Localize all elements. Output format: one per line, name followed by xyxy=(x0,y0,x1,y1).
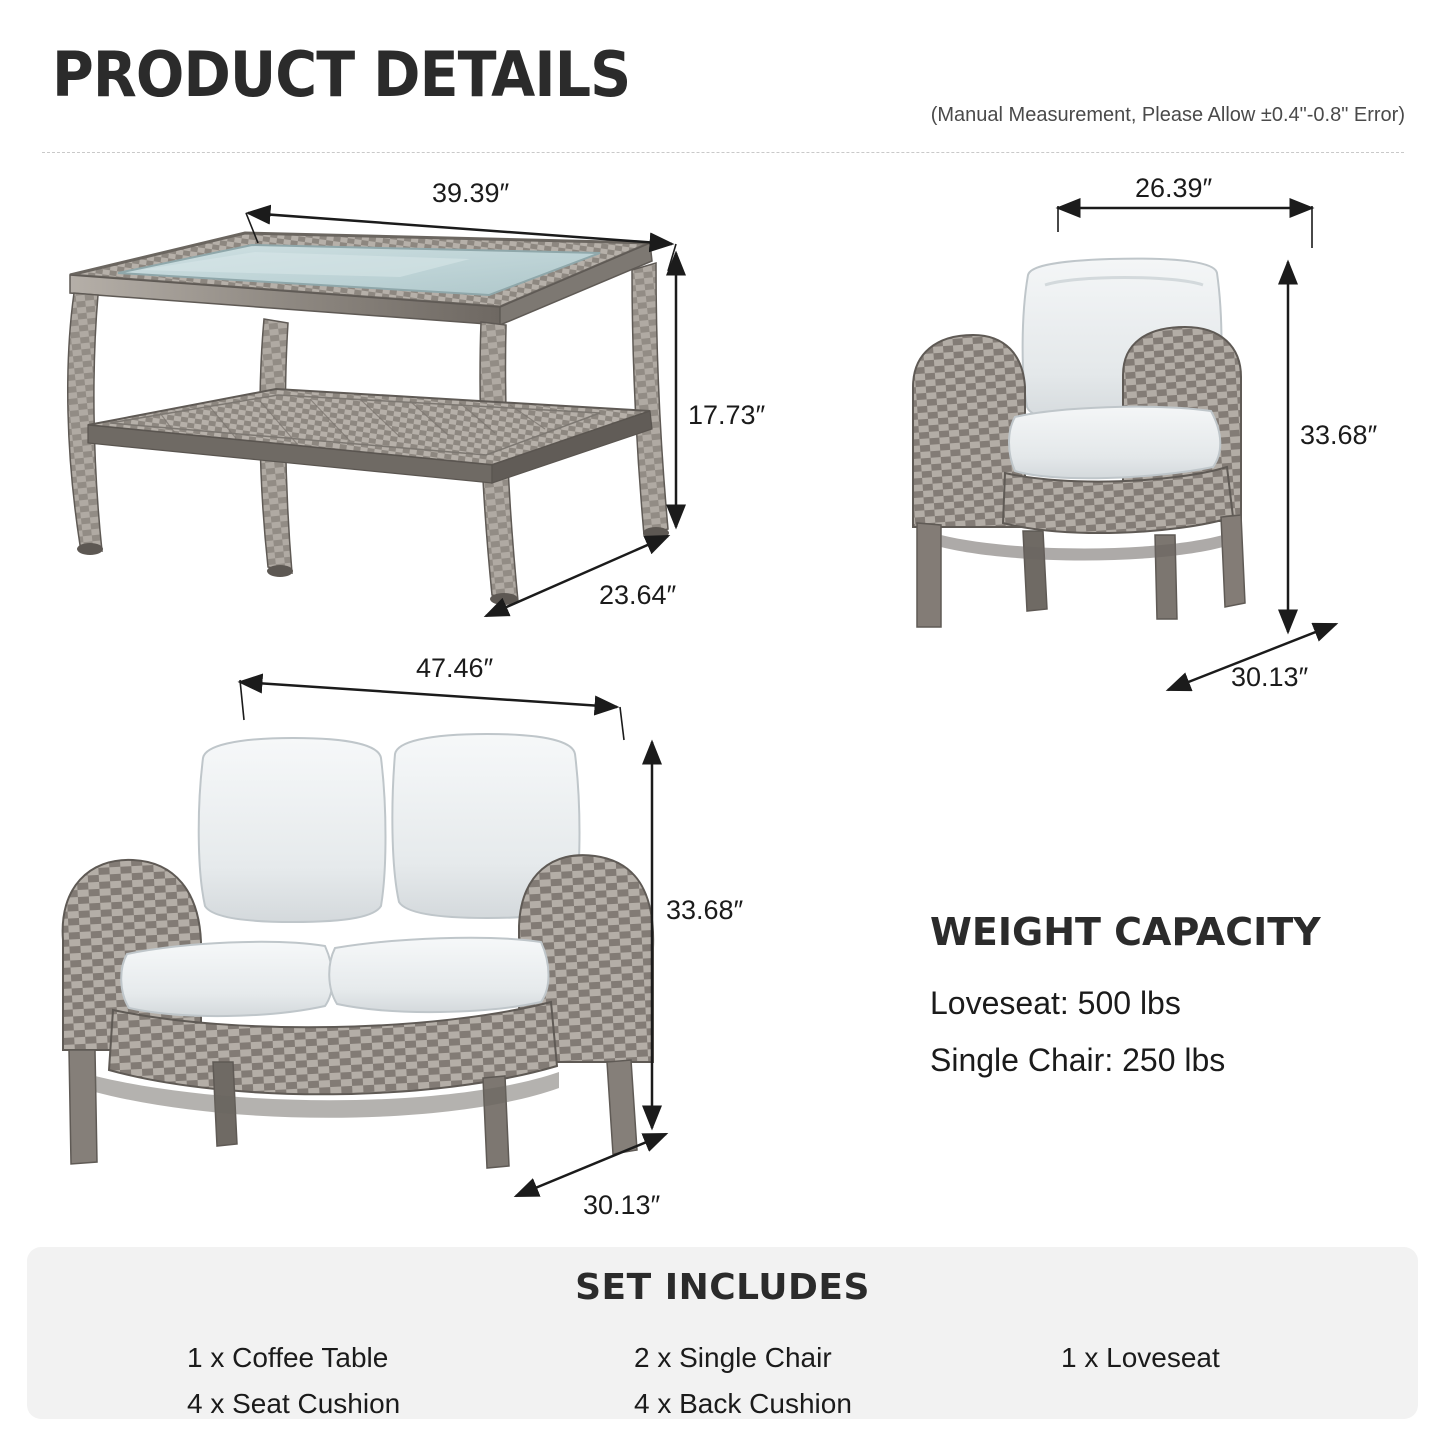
list-item: 4 x Back Cushion xyxy=(634,1388,852,1419)
set-includes-grid xyxy=(67,1342,1378,1420)
set-includes-panel xyxy=(27,1247,1418,1419)
header-divider xyxy=(42,152,1404,153)
coffee-table-depth-label: 23.64″ xyxy=(599,580,677,610)
list-item: 1 x Loveseat xyxy=(1061,1342,1220,1373)
single-chair-height-label: 33.68″ xyxy=(1300,420,1378,450)
loveseat-height-label: 33.68″ xyxy=(666,895,744,925)
single-chair-width-label: 26.39″ xyxy=(1135,173,1213,203)
page-title: PRODUCT DETAILS xyxy=(52,38,631,111)
coffee-table-height-label: 17.73″ xyxy=(688,400,766,430)
single-chair-illustration xyxy=(855,235,1285,650)
weight-capacity-title: WEIGHT CAPACITY xyxy=(930,910,1321,954)
weight-capacity-loveseat: Loveseat: 500 lbs xyxy=(930,985,1181,1021)
set-includes-title: SET INCLUDES xyxy=(575,1267,870,1308)
list-item xyxy=(941,1388,1378,1420)
measurement-note: (Manual Measurement, Please Allow ±0.4"-0.8" Error) xyxy=(930,104,1405,126)
weight-capacity-single-chair: Single Chair: 250 lbs xyxy=(930,1042,1226,1078)
loveseat-illustration xyxy=(35,710,675,1190)
coffee-table-illustration xyxy=(40,215,680,635)
coffee-table-width-label: 39.39″ xyxy=(432,178,510,208)
loveseat-depth-label: 30.13″ xyxy=(583,1190,661,1220)
list-item: 1 x Coffee Table xyxy=(187,1342,389,1373)
list-item: 4 x Seat Cushion xyxy=(187,1388,401,1419)
loveseat-width-label: 47.46″ xyxy=(416,653,494,683)
single-chair-depth-label: 30.13″ xyxy=(1231,662,1309,692)
list-item: 2 x Single Chair xyxy=(634,1342,832,1373)
